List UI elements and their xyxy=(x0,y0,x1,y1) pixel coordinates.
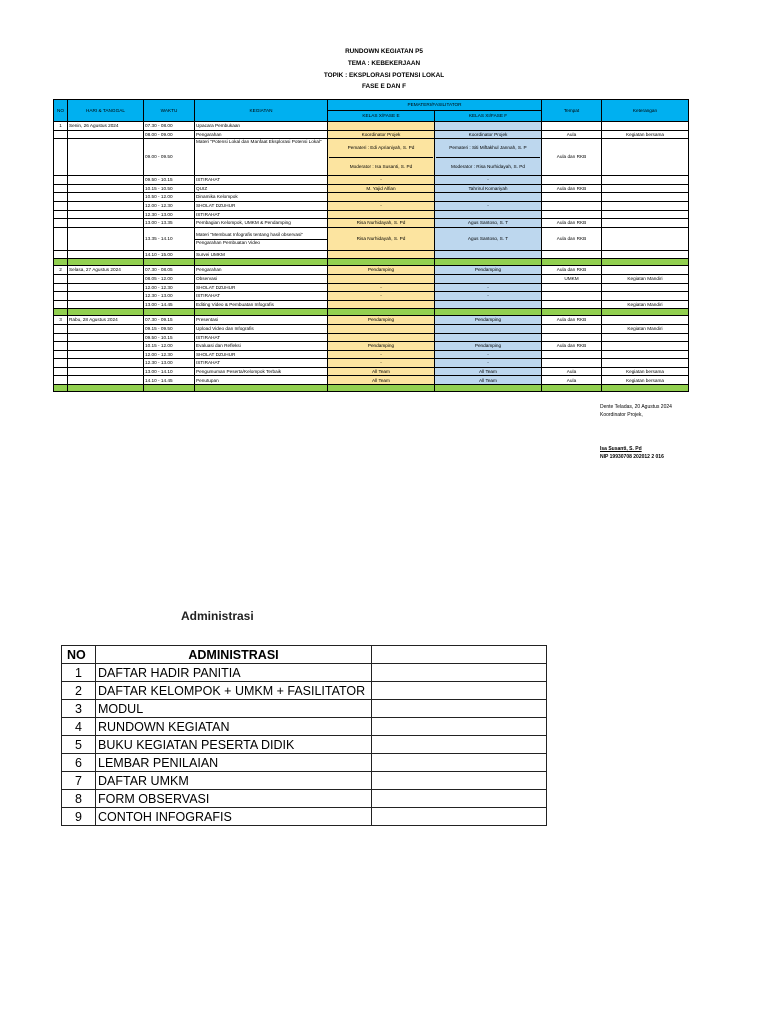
day-date: Senin, 26 Agustus 2024 xyxy=(68,122,144,131)
class-x-cell xyxy=(328,274,435,283)
class-x-cell xyxy=(328,139,435,176)
place-cell xyxy=(542,359,602,368)
class-xi-cell: Agus Santoso, S. T xyxy=(435,219,542,228)
activity-cell: ISTIRAHAT xyxy=(195,176,328,185)
place-cell: Aula dan RKB xyxy=(542,184,602,193)
day-no: 1 xyxy=(54,122,68,131)
class-xi-cell: All Team xyxy=(435,376,542,385)
signature-nip: NIP 19930708 202012 2 016 xyxy=(600,454,664,460)
admin-col-blank xyxy=(372,646,547,664)
day-no: 3 xyxy=(54,316,68,325)
place-cell xyxy=(542,333,602,342)
note-cell xyxy=(602,350,689,359)
admin-no: 7 xyxy=(62,772,96,790)
class-xi-cell: All Team xyxy=(435,367,542,376)
class-xi-cell xyxy=(435,333,542,342)
time-cell: 14.10 - 15.00 xyxy=(144,250,195,259)
admin-title: Administrasi xyxy=(181,609,254,623)
class-x-cell: Koordinator Projek xyxy=(328,130,435,139)
activity-cell: Pengarahan xyxy=(195,130,328,139)
class-x-cell xyxy=(328,250,435,259)
class-xi-cell: Pendamping xyxy=(435,342,542,351)
col-kelas-x: KELAS X/FASE E xyxy=(328,111,435,122)
time-cell: 08.00 - 09.00 xyxy=(144,130,195,139)
class-xi-cell: - xyxy=(435,350,542,359)
signature-name: Isa Susanti, S. Pd xyxy=(600,446,642,452)
place-cell: Aula xyxy=(542,367,602,376)
time-cell: 09.50 - 10.15 xyxy=(144,176,195,185)
note-cell xyxy=(602,122,689,131)
place-cell xyxy=(542,176,602,185)
time-cell: 12.00 - 12.30 xyxy=(144,201,195,210)
activity-cell: Upacara Pembukaan xyxy=(195,122,328,131)
note-cell xyxy=(602,316,689,325)
class-x-cell xyxy=(328,300,435,309)
col-kelas-xi: KELAS XI/FASE F xyxy=(435,111,542,122)
class-x-cell: - xyxy=(328,176,435,185)
place-cell: Aula dan RKB xyxy=(542,227,602,250)
admin-item: LEMBAR PENILAIAN xyxy=(96,754,372,772)
note-cell xyxy=(602,184,689,193)
time-cell: 12.00 - 12.30 xyxy=(144,350,195,359)
admin-no: 5 xyxy=(62,736,96,754)
admin-no: 8 xyxy=(62,790,96,808)
table-row xyxy=(54,350,689,359)
class-xi-cell xyxy=(435,122,542,131)
table-row xyxy=(54,367,689,376)
class-xi-cell: Tahrirul Komariyah xyxy=(435,184,542,193)
time-cell: 13.00 - 13.35 xyxy=(144,219,195,228)
time-cell: 12.00 - 12.30 xyxy=(144,283,195,292)
note-cell: Kegiatan Mandiri xyxy=(602,300,689,309)
activity-cell: Pengumuman Peserta/Kelompok Terbaik xyxy=(195,367,328,376)
note-cell xyxy=(602,292,689,301)
admin-item: CONTOH INFOGRAFIS xyxy=(96,808,372,826)
place-cell: Aula xyxy=(542,376,602,385)
note-cell xyxy=(602,176,689,185)
class-xi-cell: - xyxy=(435,292,542,301)
note-cell xyxy=(602,250,689,259)
admin-no: 1 xyxy=(62,664,96,682)
class-x-cell: Pendamping xyxy=(328,316,435,325)
place-cell xyxy=(542,324,602,333)
note-cell: Kegiatan bersama xyxy=(602,367,689,376)
activity-cell: Upload Video dan Infografis xyxy=(195,324,328,333)
place-cell: Aula dan RKB xyxy=(542,342,602,351)
col-hari: HARI & TANGGAL xyxy=(68,100,144,122)
class-xi-cell xyxy=(435,210,542,219)
admin-no: 3 xyxy=(62,700,96,718)
activity-cell: ISTIRAHAT xyxy=(195,210,328,219)
place-cell: Aula xyxy=(542,130,602,139)
doc-topic: TOPIK : EKSPLORASI POTENSI LOKAL xyxy=(323,72,445,79)
admin-no: 6 xyxy=(62,754,96,772)
signature-place-date: Dente Teladas, 20 Agustus 2024 xyxy=(600,404,672,410)
col-no: NO xyxy=(54,100,68,122)
place-cell xyxy=(542,210,602,219)
time-cell: 12.30 - 13.00 xyxy=(144,210,195,219)
note-cell xyxy=(602,283,689,292)
col-waktu: WAKTU xyxy=(144,100,195,122)
class-x-cell: - xyxy=(328,359,435,368)
class-xi-cell: Koordinator Projek xyxy=(435,130,542,139)
table-row xyxy=(62,790,547,808)
note-cell xyxy=(602,333,689,342)
note-cell: Kegiatan bersama xyxy=(602,130,689,139)
col-kegiatan: KEGIATAN xyxy=(195,100,328,122)
time-cell: 09.00 - 09.50 xyxy=(144,139,195,176)
time-cell: 10.15 - 10.50 xyxy=(144,184,195,193)
class-x-cell: - xyxy=(328,350,435,359)
table-row xyxy=(54,210,689,219)
speaker-x: Pemateri : Edi Aprianiyah, S. Pd xyxy=(329,139,433,158)
activity-cell: Evaluasi dan Refleksi xyxy=(195,342,328,351)
class-x-cell: - xyxy=(328,201,435,210)
note-cell xyxy=(602,342,689,351)
admin-item: RUNDOWN KEGIATAN xyxy=(96,718,372,736)
class-x-cell: Risa Nurhidayah, S. Pd xyxy=(328,219,435,228)
place-cell xyxy=(542,350,602,359)
table-row xyxy=(62,682,547,700)
note-cell xyxy=(602,201,689,210)
activity-cell: Penutupan xyxy=(195,376,328,385)
class-x-cell: Risa Nurhidayah, S. Pd xyxy=(328,227,435,250)
admin-item: MODUL xyxy=(96,700,372,718)
activity-cell: Materi "Potensi Lokal dan Manfaat Eksplorasi Potensi Lokal" xyxy=(195,139,328,176)
day-date: Selasa, 27 Agustus 2024 xyxy=(68,266,144,275)
table-row xyxy=(54,193,689,202)
time-cell: 13.00 - 14.10 xyxy=(144,367,195,376)
class-x-cell: All Team xyxy=(328,376,435,385)
table-row xyxy=(62,700,547,718)
note-cell xyxy=(602,227,689,250)
class-xi-cell xyxy=(435,324,542,333)
class-xi-cell xyxy=(435,139,542,176)
note-cell: Kegiatan bersama xyxy=(602,376,689,385)
activity-text-2: Pengarahan Pembuatan Video xyxy=(195,239,327,245)
doc-theme: TEMA : KEBEKERJAAN xyxy=(347,60,421,67)
place-cell: UMKM xyxy=(542,274,602,283)
moderator-xi: Moderator : Risa Nurhidayah, S. Pd xyxy=(451,164,525,170)
table-row xyxy=(54,316,689,325)
time-cell: 07.30 - 08.05 xyxy=(144,266,195,275)
admin-item: BUKU KEGIATAN PESERTA DIDIK xyxy=(96,736,372,754)
table-row xyxy=(62,718,547,736)
table-row xyxy=(54,184,689,193)
place-cell: Aula dan RKB xyxy=(542,266,602,275)
table-row xyxy=(54,342,689,351)
class-xi-cell xyxy=(435,274,542,283)
moderator-x: Moderator : Isa Susanti, S. Pd xyxy=(349,164,413,170)
place-cell xyxy=(542,193,602,202)
activity-cell: SHOLAT DZUHUR xyxy=(195,350,328,359)
place-cell: Aula dan RKB xyxy=(542,139,602,176)
activity-cell: Survei UMKM xyxy=(195,250,328,259)
table-row xyxy=(54,324,689,333)
time-cell: 13.00 - 14.45 xyxy=(144,300,195,309)
class-xi-cell xyxy=(435,250,542,259)
day-separator xyxy=(54,309,689,316)
time-cell: 09.15 - 09.50 xyxy=(144,324,195,333)
time-cell: 08.05 - 12.00 xyxy=(144,274,195,283)
class-xi-cell: - xyxy=(435,201,542,210)
table-row xyxy=(54,283,689,292)
class-x-cell xyxy=(328,210,435,219)
table-row xyxy=(62,754,547,772)
table-row xyxy=(54,250,689,259)
place-cell xyxy=(542,250,602,259)
table-row xyxy=(54,376,689,385)
time-cell: 13.35 - 14.10 xyxy=(144,227,195,250)
time-cell: 07.30 - 08.00 xyxy=(144,122,195,131)
table-row xyxy=(54,300,689,309)
activity-cell: Observasi xyxy=(195,274,328,283)
activity-cell: Pembagian Kelompok, UMKM & Pendamping xyxy=(195,219,328,228)
admin-table xyxy=(61,645,547,826)
activity-cell: SHOLAT DZUHUR xyxy=(195,201,328,210)
admin-col-name: ADMINISTRASI xyxy=(96,646,372,664)
place-cell xyxy=(542,201,602,210)
table-row xyxy=(54,130,689,139)
admin-col-no: NO xyxy=(62,646,96,664)
class-x-cell: M. Yajid Alfian xyxy=(328,184,435,193)
class-x-cell xyxy=(328,333,435,342)
col-keterangan: Keterangan xyxy=(602,100,689,122)
class-xi-cell: Agus Santoso, S. T xyxy=(435,227,542,250)
activity-cell xyxy=(195,227,328,250)
activity-cell: ISTIRAHAT xyxy=(195,292,328,301)
col-tempat: Tempat xyxy=(542,100,602,122)
col-pemateri: PEMATERI/FASILITATOR xyxy=(328,100,542,111)
admin-item: FORM OBSERVASI xyxy=(96,790,372,808)
place-cell: Aula dan RKB xyxy=(542,316,602,325)
class-xi-cell xyxy=(435,193,542,202)
place-cell: Aula dan RKB xyxy=(542,219,602,228)
class-xi-cell: - xyxy=(435,283,542,292)
place-cell xyxy=(542,292,602,301)
class-xi-cell: - xyxy=(435,359,542,368)
note-cell: Kegiatan Mandiri xyxy=(602,324,689,333)
time-cell: 12.30 - 13.00 xyxy=(144,359,195,368)
day-separator xyxy=(54,259,689,266)
table-row xyxy=(54,333,689,342)
class-x-cell xyxy=(328,122,435,131)
activity-cell: Editing Video & Pembuatan Infografis xyxy=(195,300,328,309)
note-cell: Kegiatan Mandiri xyxy=(602,274,689,283)
table-row xyxy=(54,266,689,275)
class-x-cell xyxy=(328,193,435,202)
activity-cell: ISTIRAHAT xyxy=(195,359,328,368)
table-row xyxy=(54,292,689,301)
activity-cell: SHOLAT DZUHUR xyxy=(195,283,328,292)
time-cell: 10.50 - 12.00 xyxy=(144,193,195,202)
time-cell: 10.15 - 12.00 xyxy=(144,342,195,351)
activity-cell: QUIZ xyxy=(195,184,328,193)
table-row xyxy=(62,772,547,790)
admin-item: DAFTAR KELOMPOK + UMKM + FASILITATOR xyxy=(96,682,372,700)
note-cell xyxy=(602,139,689,176)
rundown-table xyxy=(53,99,689,392)
time-cell: 07.30 - 09.15 xyxy=(144,316,195,325)
table-row xyxy=(54,139,689,176)
speaker-xi: Pemateri : Siti Miftakhul Jannah, S. P xyxy=(436,139,540,158)
table-row xyxy=(54,122,689,131)
activity-cell: Presentasi xyxy=(195,316,328,325)
class-x-cell: Pendamping xyxy=(328,266,435,275)
activity-text: Materi "Membuat Infografis tentang hasil observasi" xyxy=(196,232,304,238)
place-cell xyxy=(542,283,602,292)
table-row xyxy=(62,808,547,826)
admin-no: 4 xyxy=(62,718,96,736)
place-cell xyxy=(542,300,602,309)
note-cell xyxy=(602,210,689,219)
table-row xyxy=(54,359,689,368)
note-cell xyxy=(602,266,689,275)
table-row xyxy=(54,219,689,228)
activity-cell: Pengarahan xyxy=(195,266,328,275)
class-x-cell: - xyxy=(328,292,435,301)
class-xi-cell: Pendamping xyxy=(435,316,542,325)
note-cell xyxy=(602,219,689,228)
class-xi-cell xyxy=(435,300,542,309)
table-row xyxy=(54,176,689,185)
place-cell xyxy=(542,122,602,131)
note-cell xyxy=(602,193,689,202)
doc-title: RUNDOWN KEGIATAN P5 xyxy=(345,48,423,55)
activity-cell: Dinamika Kelompok xyxy=(195,193,328,202)
signature-role: Koordinator Projek, xyxy=(600,412,643,418)
day-no: 2 xyxy=(54,266,68,275)
note-cell xyxy=(602,359,689,368)
admin-no: 9 xyxy=(62,808,96,826)
admin-item: DAFTAR HADIR PANITIA xyxy=(96,664,372,682)
admin-no: 2 xyxy=(62,682,96,700)
table-row xyxy=(54,201,689,210)
table-row xyxy=(62,664,547,682)
day-date: Rabu, 28 Agustus 2024 xyxy=(68,316,144,325)
class-xi-cell: - xyxy=(435,176,542,185)
admin-item: DAFTAR UMKM xyxy=(96,772,372,790)
class-x-cell xyxy=(328,324,435,333)
day-separator xyxy=(54,385,689,392)
time-cell: 12.30 - 13.00 xyxy=(144,292,195,301)
table-row xyxy=(62,736,547,754)
time-cell: 14.10 - 14.45 xyxy=(144,376,195,385)
table-row xyxy=(54,274,689,283)
time-cell: 09.50 - 10.15 xyxy=(144,333,195,342)
class-x-cell: All Team xyxy=(328,367,435,376)
class-xi-cell: Pendamping xyxy=(435,266,542,275)
class-x-cell: - xyxy=(328,283,435,292)
activity-cell: ISTIRAHAT xyxy=(195,333,328,342)
class-x-cell: Pendamping xyxy=(328,342,435,351)
table-row xyxy=(54,227,689,250)
doc-phase: FASE E DAN F xyxy=(361,83,407,90)
